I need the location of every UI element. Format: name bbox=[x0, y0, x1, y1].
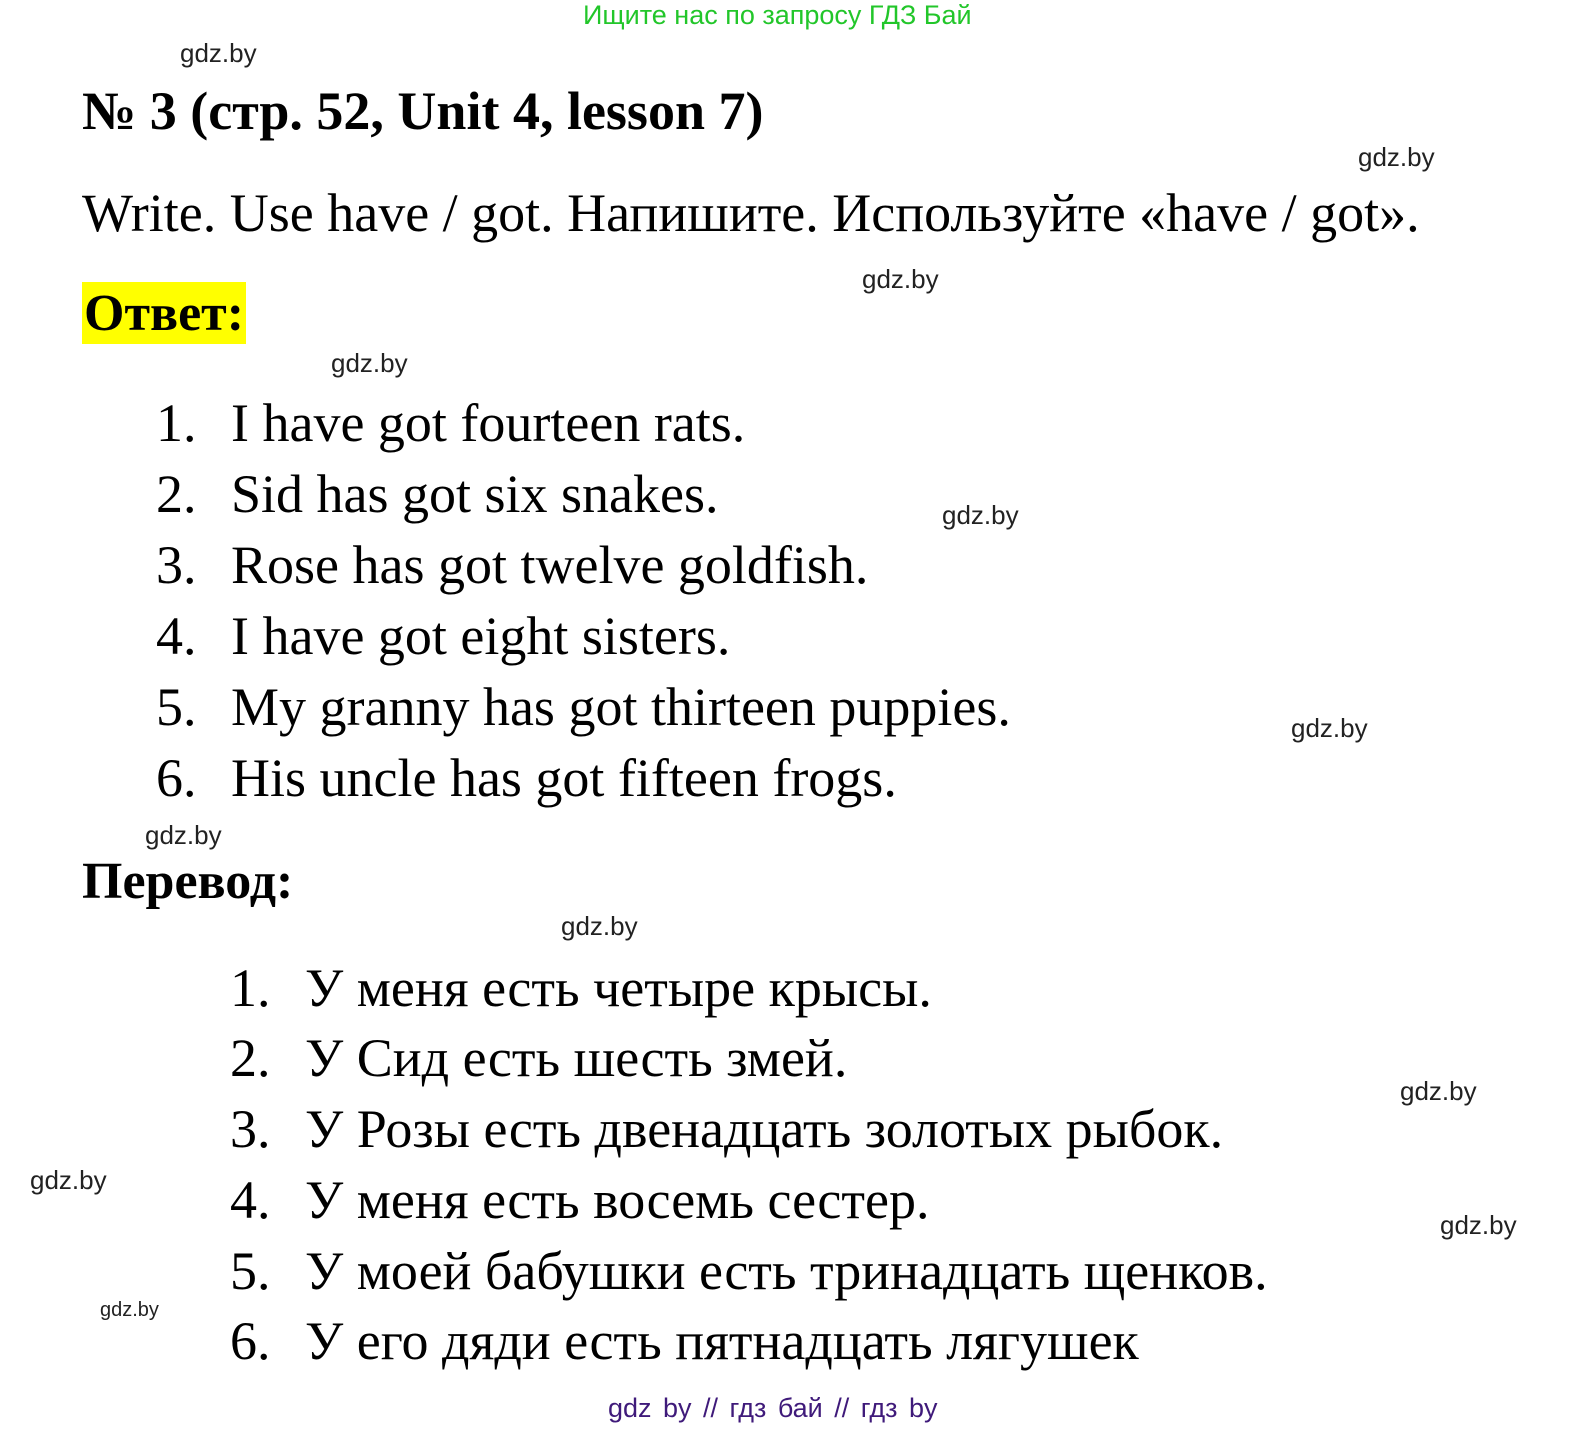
item-text: My granny has got thirteen puppies. bbox=[231, 677, 1011, 737]
answer-label: Ответ: bbox=[82, 282, 246, 344]
item-text: У Сид есть шесть змей. bbox=[305, 1028, 848, 1088]
answer-item bbox=[156, 535, 869, 595]
item-number: 6. bbox=[230, 1311, 271, 1371]
item-text: Sid has got six snakes. bbox=[231, 464, 719, 524]
translation-item bbox=[230, 1028, 848, 1088]
watermark: gdz.by bbox=[1400, 1076, 1477, 1106]
watermark: gdz.by bbox=[1358, 142, 1435, 172]
item-text: У Розы есть двенадцать золотых рыбок. bbox=[305, 1099, 1224, 1159]
translation-item bbox=[230, 1241, 1268, 1301]
watermark: gdz.by bbox=[145, 820, 222, 850]
item-number: 6. bbox=[156, 748, 197, 808]
translation-item bbox=[230, 958, 932, 1018]
watermark: gdz.by bbox=[942, 500, 1019, 530]
item-number: 3. bbox=[230, 1099, 271, 1159]
item-number: 2. bbox=[230, 1028, 271, 1088]
translation-item bbox=[230, 1170, 930, 1230]
exercise-title: № 3 (стр. 52, Unit 4, lesson 7) bbox=[82, 81, 764, 141]
answer-item bbox=[156, 677, 1011, 737]
answer-item bbox=[156, 606, 731, 666]
translation-label: Перевод: bbox=[82, 853, 294, 910]
watermark: gdz.by bbox=[1291, 713, 1368, 743]
watermark: gdz.by bbox=[180, 38, 257, 68]
item-number: 4. bbox=[230, 1170, 271, 1230]
item-number: 1. bbox=[156, 393, 197, 453]
item-text: У меня есть восемь сестер. bbox=[305, 1170, 930, 1230]
item-number: 2. bbox=[156, 464, 197, 524]
item-text: У меня есть четыре крысы. bbox=[305, 958, 932, 1018]
item-text: Rose has got twelve goldfish. bbox=[231, 535, 869, 595]
watermark: gdz.by bbox=[862, 264, 939, 294]
item-text: I have got fourteen rats. bbox=[231, 393, 746, 453]
item-number: 4. bbox=[156, 606, 197, 666]
translation-item bbox=[230, 1311, 1139, 1371]
item-number: 5. bbox=[156, 677, 197, 737]
item-text: His uncle has got fifteen frogs. bbox=[231, 748, 897, 808]
item-text: У его дяди есть пятнадцать лягушек bbox=[305, 1311, 1139, 1371]
translation-item bbox=[230, 1099, 1224, 1159]
task-text: Write. Use have / got. Напишите. Используйте «have / got». bbox=[82, 183, 1420, 243]
watermark: gdz.by bbox=[331, 348, 408, 378]
answer-item bbox=[156, 393, 746, 453]
watermark: gdz.by bbox=[1440, 1210, 1517, 1240]
top-banner[interactable]: Ищите нас по запросу ГДЗ Бай bbox=[583, 0, 972, 30]
item-number: 5. bbox=[230, 1241, 271, 1301]
bottom-banner[interactable]: gdz by // гдз бай // гдз by bbox=[608, 1393, 938, 1423]
watermark: gdz.by bbox=[100, 1299, 159, 1321]
watermark: gdz.by bbox=[30, 1165, 107, 1195]
item-number: 3. bbox=[156, 535, 197, 595]
item-text: У моей бабушки есть тринадцать щенков. bbox=[305, 1241, 1268, 1301]
item-number: 1. bbox=[230, 958, 271, 1018]
answer-item bbox=[156, 464, 719, 524]
watermark: gdz.by bbox=[561, 911, 638, 941]
answer-item bbox=[156, 748, 897, 808]
item-text: I have got eight sisters. bbox=[231, 606, 731, 666]
